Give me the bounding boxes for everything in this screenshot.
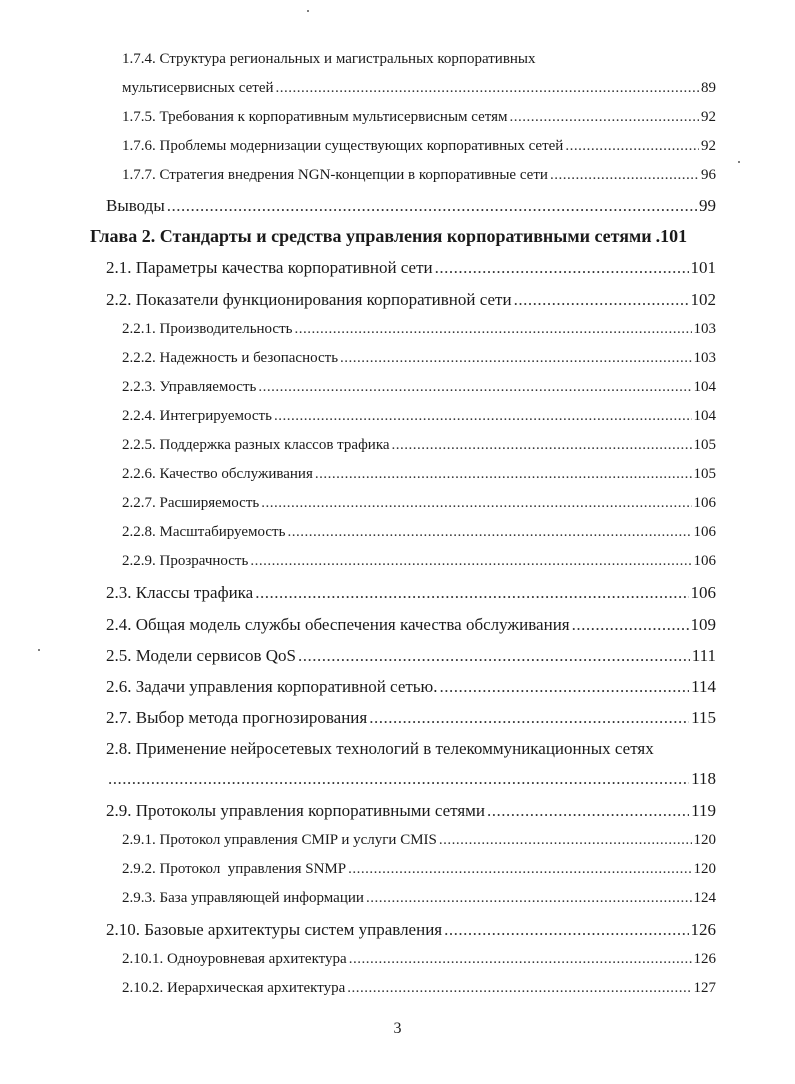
dot-leader [298, 646, 690, 666]
toc-entry-title: 2.10.1. Одноуровневая архитектура [122, 951, 347, 967]
scan-speck [738, 161, 740, 163]
dot-leader [167, 196, 697, 216]
toc-entry-2-2 [106, 290, 716, 310]
dot-leader [550, 167, 699, 184]
toc-entry-2-2-7 [122, 495, 716, 512]
toc-page-number: 115 [691, 708, 716, 727]
toc-entry-2-3 [106, 583, 716, 603]
toc-entry-2-2-1 [122, 321, 716, 338]
toc-entry-title: 2.1. Параметры качества корпоративной сети [106, 258, 433, 277]
toc-entry-title: 2.2.6. Качество обслуживания [122, 466, 313, 482]
toc-page-number: 126 [690, 920, 716, 939]
toc-page-number: 106 [690, 583, 716, 602]
dot-leader [565, 138, 699, 155]
toc-entry-title: 2.2.1. Производительность [122, 321, 293, 337]
dot-leader [261, 495, 691, 512]
dot-leader [392, 437, 692, 454]
toc-page-number: 89 [701, 80, 716, 96]
toc-page-number: 101 [690, 258, 716, 277]
toc-entry-title: 2.10.2. Иерархическая архитектура [122, 980, 346, 996]
toc-entry-2-2-4 [122, 408, 716, 425]
toc-entry-1-7-6 [122, 138, 716, 155]
toc-page-number: 106 [693, 553, 716, 569]
toc-entry-conclusions [106, 196, 716, 216]
toc-entry-title: 1.7.7. Стратегия внедрения NGN-концепции в корпоративные сети [122, 167, 548, 183]
toc-entry-1-7-7 [122, 167, 716, 184]
toc-entry-title: 2.9. Протоколы управления корпоративными сетями [106, 801, 486, 820]
page-number: 3 [393, 1020, 402, 1037]
toc-entry-title: 2.2.7. Расширяемость [122, 495, 260, 511]
toc-entry-2-10-1 [122, 951, 716, 968]
toc-entry-title: 1.7.5. Требования к корпоративным мультисервисным сетям [122, 109, 508, 125]
toc-entry-title: 2.2.8. Масштабируемость [122, 524, 286, 540]
dot-leader [439, 832, 692, 849]
dot-leader [258, 379, 691, 396]
dot-leader [295, 321, 692, 338]
toc-entry-title: 2.2.2. Надежность и безопасность [122, 350, 339, 366]
toc-entry-title: 2.2.5. Поддержка разных классов трафика [122, 437, 390, 453]
toc-entry-2-4 [106, 615, 716, 635]
dot-leader [366, 890, 692, 907]
dot-leader [347, 980, 691, 997]
toc-entry-2-7 [106, 708, 716, 728]
toc-entry-2-2-3 [122, 379, 716, 396]
toc-page-number: 127 [693, 980, 716, 996]
toc-page-number: 126 [693, 951, 716, 967]
toc-page-number: 103 [693, 350, 716, 366]
dot-leader [349, 951, 692, 968]
dot-leader [276, 80, 699, 97]
toc-page-number: 118 [691, 769, 716, 788]
toc-page-number: 111 [691, 646, 716, 665]
toc-entry-title: 2.4. Общая модель службы обеспечения качества обслуживания [106, 615, 570, 634]
toc-page-number: 109 [690, 615, 716, 634]
toc-entry-2-9 [106, 801, 716, 821]
dot-leader [514, 290, 689, 310]
toc-entry-2-2-6 [122, 466, 716, 483]
toc-entry-title: 2.9.1. Протокол управления CMIP и услуги CMIS [122, 832, 437, 848]
toc-entry-title: 2.2.4. Интегрируемость [122, 408, 272, 424]
dot-leader [572, 615, 689, 635]
toc-entry-2-8-cont [106, 769, 716, 789]
toc-entry-2-9-1 [122, 832, 716, 849]
toc-page-number: 92 [701, 138, 716, 154]
toc-page-number: 124 [693, 890, 716, 906]
dot-leader [348, 861, 691, 878]
toc-entry-title: 2.2.3. Управляемость [122, 379, 257, 395]
toc-entry-2-2-5 [122, 437, 716, 454]
dot-leader [510, 109, 699, 126]
toc-entry-2-2-2 [122, 350, 716, 367]
toc-page-number: 104 [693, 408, 716, 424]
toc-entry-1-7-4 [122, 51, 536, 68]
dot-leader [250, 553, 691, 570]
toc-entry-title: 2.6. Задачи управления корпоративной сетью. [106, 677, 438, 696]
toc-entry-2-10-2 [122, 980, 716, 997]
toc-entry-title: 2.2.9. Прозрачность [122, 553, 249, 569]
toc-entry-1-7-4-cont [122, 80, 716, 97]
toc-entry-2-9-3 [122, 890, 716, 907]
toc-entry-2-9-2 [122, 861, 716, 878]
dot-leader [287, 524, 691, 541]
toc-entry-1-7-5 [122, 109, 716, 126]
scan-speck [38, 649, 40, 651]
toc-page-number: 102 [690, 290, 716, 309]
toc-page-number: 106 [693, 524, 716, 540]
toc-chapter-2 [90, 226, 716, 247]
dot-leader [440, 677, 690, 697]
toc-entry-title: 2.3. Классы трафика [106, 583, 254, 602]
dot-leader [487, 801, 689, 821]
toc-page-number: 120 [693, 861, 716, 877]
toc-entry-2-1 [106, 258, 716, 278]
toc-entry-title: Выводы [106, 196, 165, 215]
toc-page-number: 103 [693, 321, 716, 337]
toc-page-number: 105 [693, 466, 716, 482]
toc-entry-title: мультисервисных сетей [122, 80, 274, 96]
dot-leader [274, 408, 692, 425]
toc-page-number: .101 [655, 226, 688, 246]
toc-page-number: 105 [693, 437, 716, 453]
dot-leader [108, 769, 689, 789]
toc-page-number: 106 [693, 495, 716, 511]
dot-leader [444, 920, 688, 940]
toc-entry-title: 2.9.2. Протокол управления SNMP [122, 861, 347, 877]
toc-entry-2-8 [106, 739, 654, 759]
toc-entry-2-2-9 [122, 553, 716, 570]
toc-entry-title: Глава 2. Стандарты и средства управления корпоративными сетями [90, 226, 652, 246]
toc-page-number: 104 [693, 379, 716, 395]
toc-page-number: 96 [701, 167, 716, 183]
toc-page-number: 114 [691, 677, 716, 696]
toc-entry-title: 2.8. Применение нейросетевых технологий в телекоммуникационных сетях [106, 739, 654, 758]
toc-entry-2-10 [106, 920, 716, 940]
scan-speck [307, 10, 309, 12]
toc-page-number: 99 [699, 196, 716, 215]
toc-page-number: 119 [691, 801, 716, 820]
dot-leader [369, 708, 689, 728]
toc-entry-title: 2.2. Показатели функционирования корпоративной сети [106, 290, 512, 309]
toc-entry-title: 1.7.6. Проблемы модернизации существующих корпоративных сетей [122, 138, 564, 154]
toc-entry-title: 2.9.3. База управляющей информации [122, 890, 364, 906]
toc-entry-title: 2.7. Выбор метода прогнозирования [106, 708, 368, 727]
dot-leader [255, 583, 688, 603]
dot-leader [340, 350, 691, 367]
toc-entry-2-5 [106, 646, 716, 666]
toc-entry-title: 2.10. Базовые архитектуры систем управления [106, 920, 443, 939]
toc-entry-2-2-8 [122, 524, 716, 541]
toc-entry-2-6 [106, 677, 716, 697]
toc-page-number: 92 [701, 109, 716, 125]
toc-entry-title: 2.5. Модели сервисов QoS [106, 646, 296, 665]
toc-entry-title: 1.7.4. Структура региональных и магистральных корпоративных [122, 51, 536, 67]
dot-leader [315, 466, 692, 483]
dot-leader [435, 258, 689, 278]
toc-page-number: 120 [693, 832, 716, 848]
